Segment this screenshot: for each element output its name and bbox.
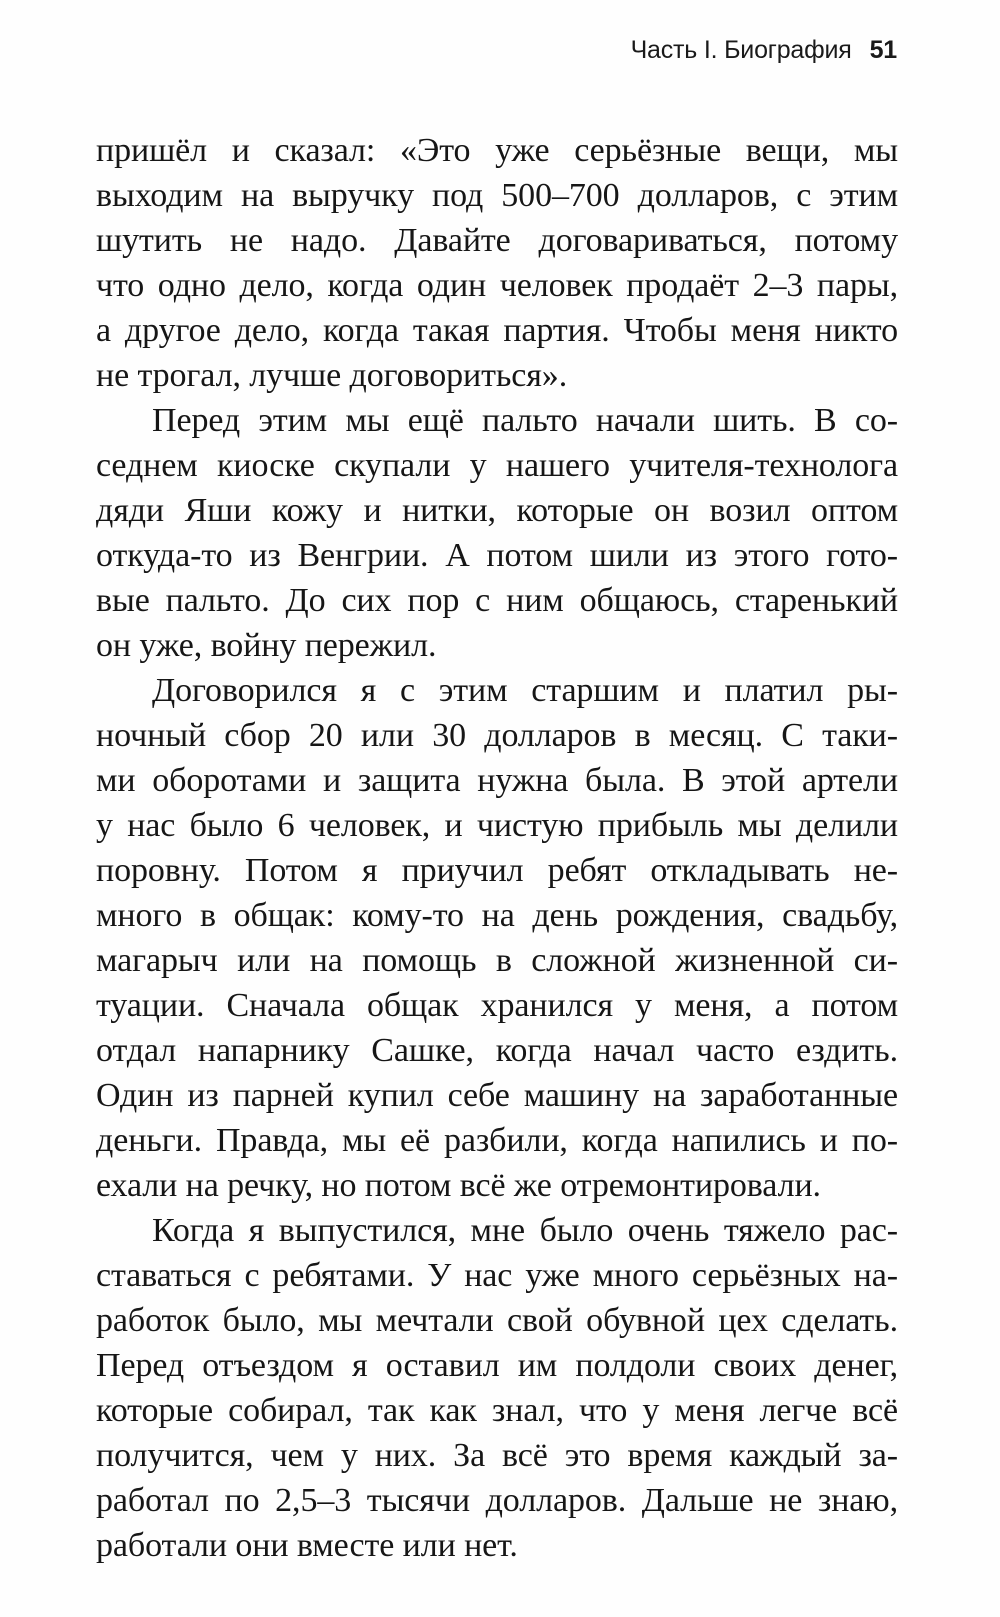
- text-line: не трогал, лучше договориться».: [96, 357, 568, 394]
- text-line: седнем киоске скупали у нашего учителя-технолога: [96, 447, 898, 484]
- text-line: шутить не надо. Давайте договариваться, потому: [96, 222, 898, 259]
- text-line: Договорился я с этим старшим и платил ры-: [152, 672, 898, 709]
- text-line: а другое дело, когда такая партия. Чтобы меня никто: [96, 312, 898, 349]
- text-line: Перед этим мы ещё пальто начали шить. В со-: [152, 402, 898, 439]
- text-line: ми оборотами и защита нужна была. В этой артели: [96, 762, 898, 799]
- text-line: дяди Яши кожу и нитки, которые он возил оптом: [96, 492, 898, 529]
- text-line: Когда я выпустился, мне было очень тяжело рас-: [152, 1212, 898, 1249]
- text-line: Перед отъездом я оставил им полдоли своих денег,: [96, 1347, 898, 1384]
- paragraph-4: [96, 1208, 898, 1568]
- text-line: пришёл и сказал: «Это уже серьёзные вещи, мы: [96, 132, 898, 169]
- text-line: которые собирал, так как знал, что у меня легче всё: [96, 1392, 898, 1429]
- paragraph-3: [96, 668, 898, 1208]
- text-line: отдал напарнику Сашке, когда начал часто ездить.: [96, 1032, 898, 1069]
- page-number: 51: [869, 36, 897, 64]
- body-text: [96, 128, 898, 1568]
- text-line: магарыч или на помощь в сложной жизненной си-: [96, 942, 898, 979]
- paragraph-1: [96, 128, 898, 398]
- text-line: туации. Сначала общак хранился у меня, а потом: [96, 987, 898, 1024]
- text-line: у нас было 6 человек, и чистую прибыль мы делили: [96, 807, 898, 844]
- running-header: [631, 36, 897, 65]
- text-line: ставаться с ребятами. У нас уже много серьёзных на-: [96, 1257, 898, 1294]
- section-title: Часть I. Биография: [630, 36, 852, 64]
- text-line: выходим на выручку под 500–700 долларов, с этим: [96, 177, 898, 214]
- text-line: Один из парней купил себе машину на заработанные: [96, 1077, 898, 1114]
- text-line: получится, чем у них. За всё это время каждый за-: [96, 1437, 898, 1474]
- text-line: поровну. Потом я приучил ребят откладывать не-: [96, 852, 898, 889]
- text-line: ехали на речку, но потом всё же отремонтировали.: [96, 1167, 821, 1204]
- text-line: он уже, войну пережил.: [96, 627, 437, 664]
- text-line: вые пальто. До сих пор с ним общаюсь, старенький: [96, 582, 898, 619]
- text-line: работали они вместе или нет.: [96, 1527, 518, 1564]
- text-line: что одно дело, когда один человек продаёт 2–3 пары,: [96, 267, 898, 304]
- text-line: деньги. Правда, мы её разбили, когда напились и по-: [96, 1122, 898, 1159]
- paragraph-2: [96, 398, 898, 668]
- text-line: работок было, мы мечтали свой обувной цех сделать.: [96, 1302, 898, 1339]
- text-line: ночный сбор 20 или 30 долларов в месяц. С таки-: [96, 717, 898, 754]
- text-line: много в общак: кому-то на день рождения, свадьбу,: [96, 897, 898, 934]
- text-line: работал по 2,5–3 тысячи долларов. Дальше не знаю,: [96, 1482, 898, 1519]
- text-line: откуда-то из Венгрии. А потом шили из этого гото-: [96, 537, 898, 574]
